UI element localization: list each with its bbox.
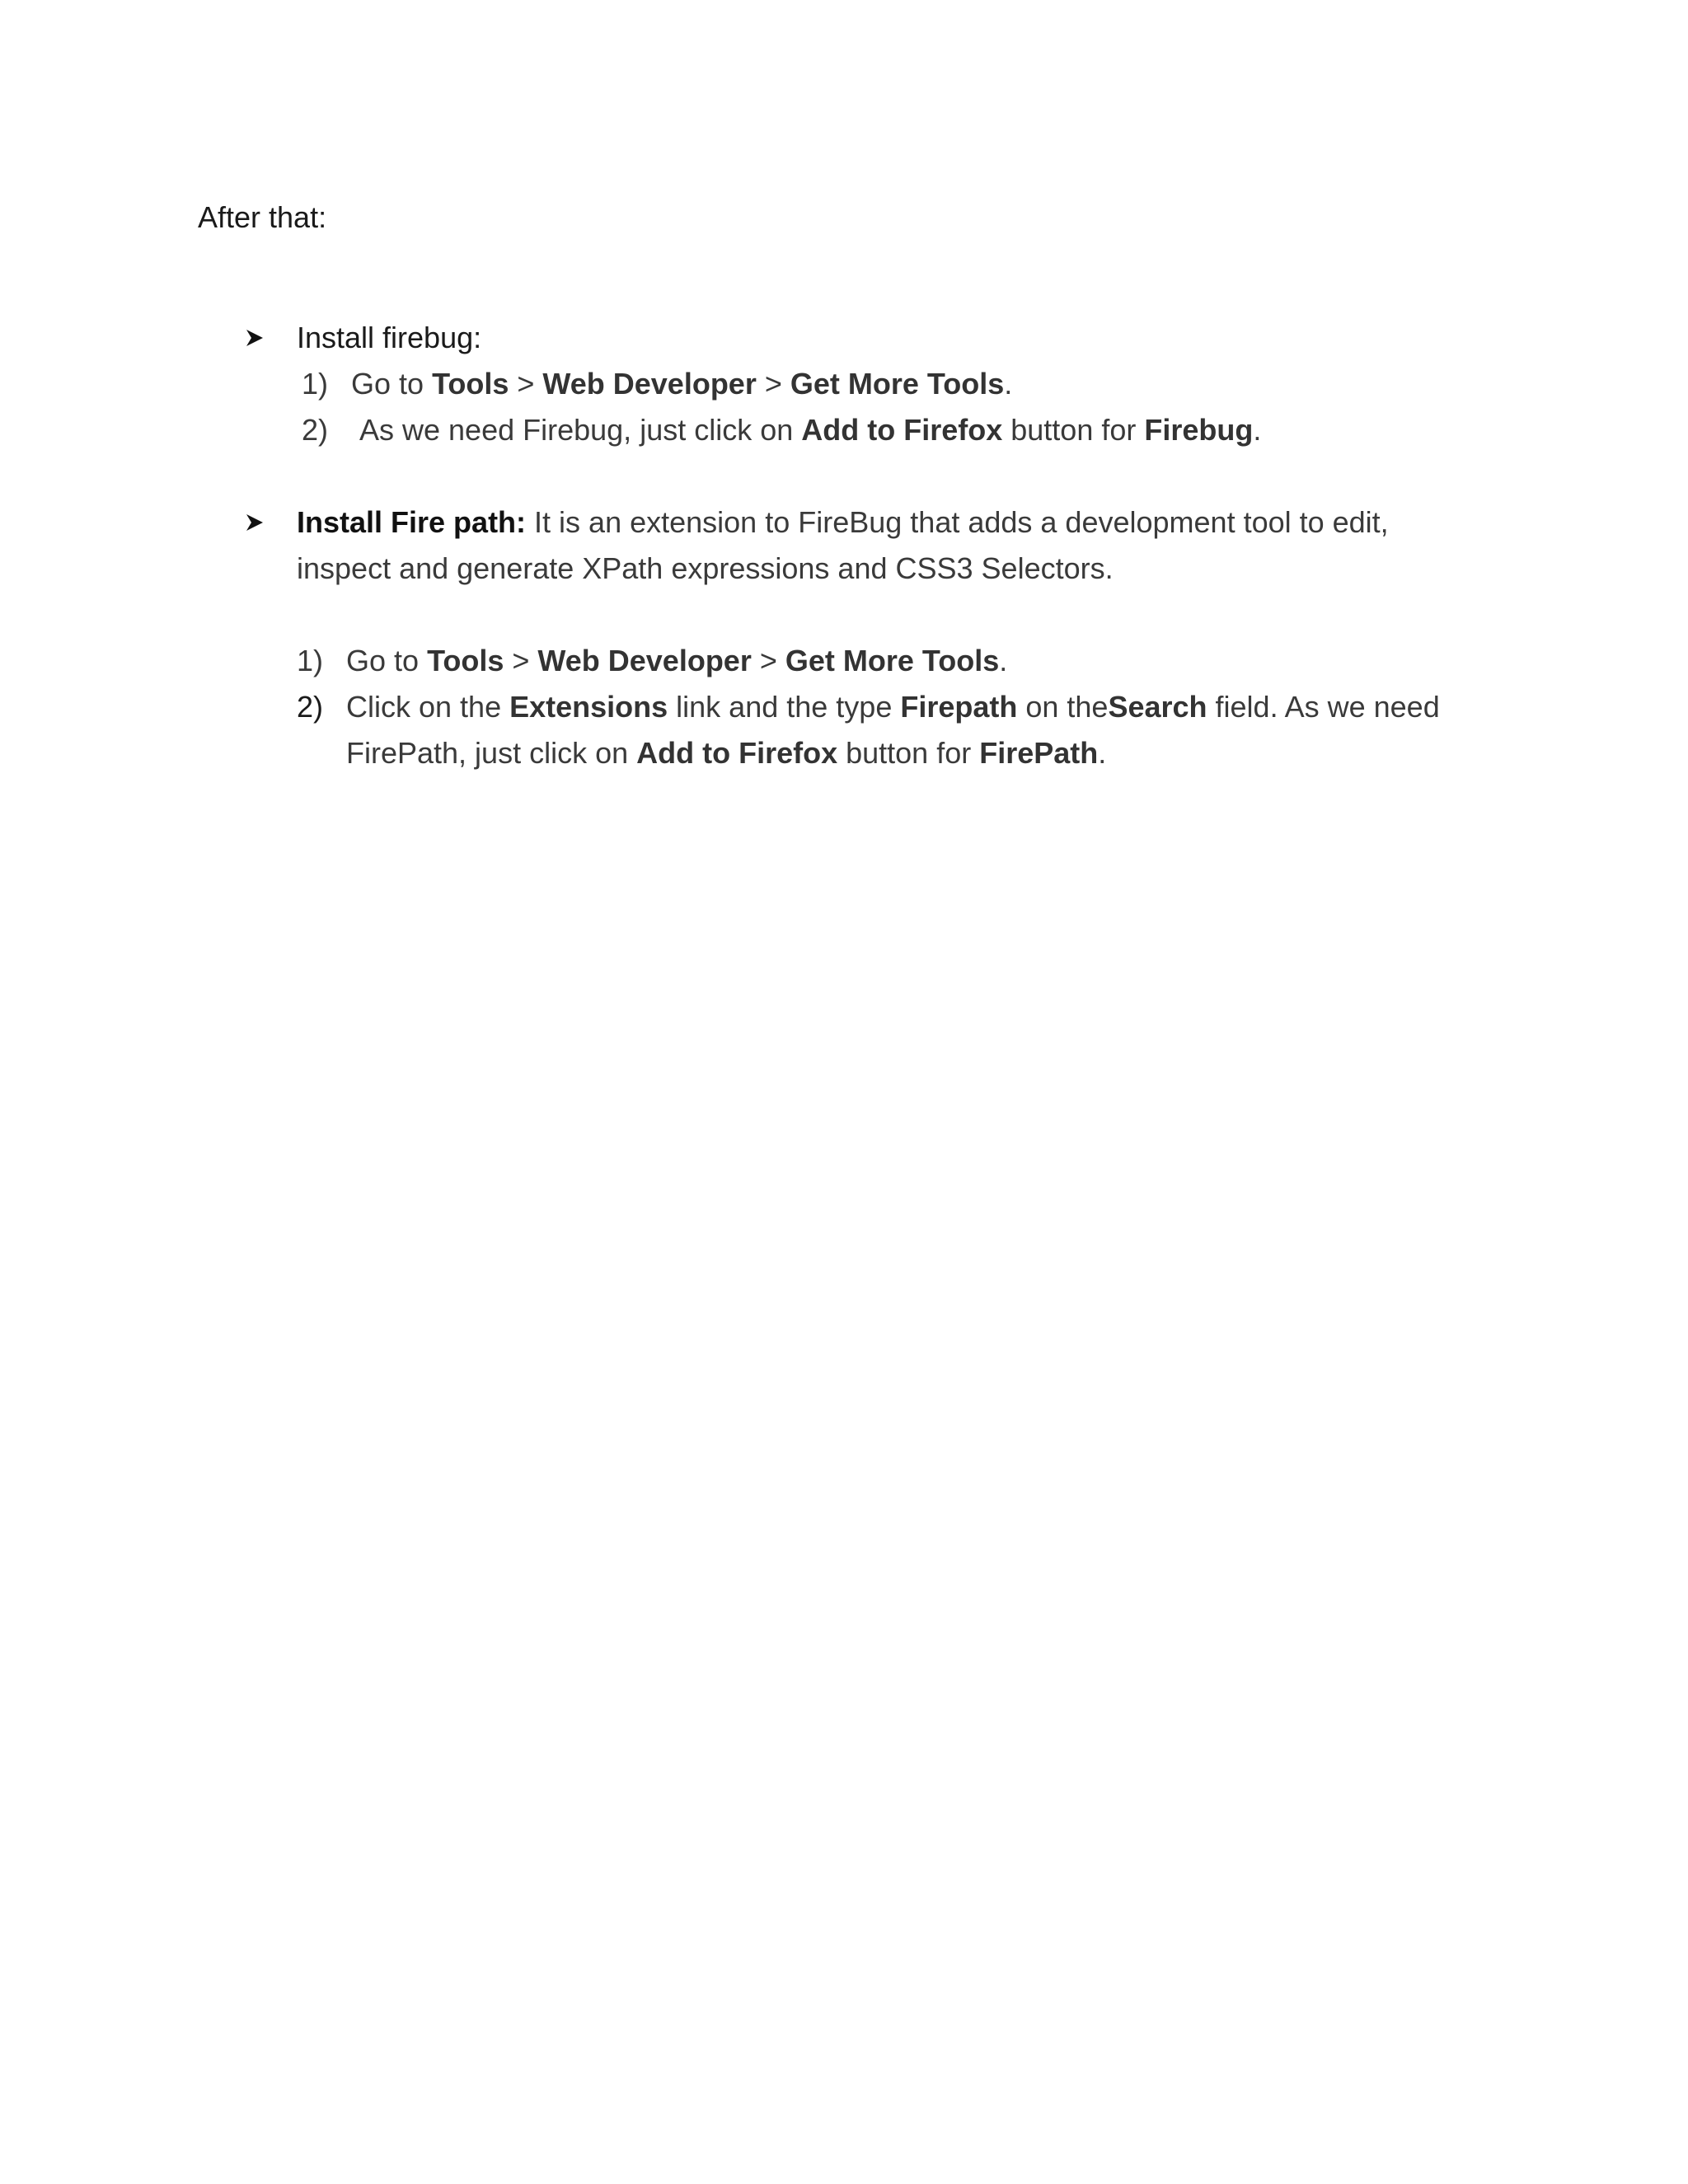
list-item bbox=[297, 361, 1457, 407]
list-item bbox=[297, 407, 1457, 453]
bullet-install-firepath bbox=[246, 499, 1457, 776]
bullet-description: Install Fire path: It is an extension to FireBug that adds a development tool to edit, inspect and generate XPath expressions and CSS3 Selectors. bbox=[297, 505, 1389, 585]
steps-list bbox=[297, 638, 1457, 776]
bullet-install-firebug bbox=[246, 315, 1457, 453]
step-number: 2) bbox=[297, 690, 324, 724]
bullet-lead-text: Install firebug: bbox=[297, 321, 482, 354]
bullet-lead-text: Install Fire path: bbox=[297, 505, 527, 539]
step-number: 2) bbox=[302, 413, 329, 447]
step-text: Go to Tools > Web Developer > Get More Tools. bbox=[346, 644, 1008, 677]
arrow-bullet-icon bbox=[246, 315, 297, 361]
steps-list bbox=[297, 361, 1457, 453]
step-text: As we need Firebug, just click on Add to Firefox button for Firebug. bbox=[359, 413, 1262, 447]
step-number: 1) bbox=[297, 644, 324, 677]
arrow-bullet-icon bbox=[246, 499, 297, 546]
intro-text: After that: bbox=[198, 200, 327, 234]
list-item bbox=[297, 638, 1457, 684]
step-text: Click on the Extensions link and the type Firepath on theSearch field. As we need FirePath, just click on Add to Firefox button for FirePath. bbox=[346, 690, 1440, 770]
step-text: Go to Tools > Web Developer > Get More Tools. bbox=[351, 367, 1013, 401]
list-item bbox=[297, 684, 1457, 776]
step-number: 1) bbox=[302, 367, 329, 401]
